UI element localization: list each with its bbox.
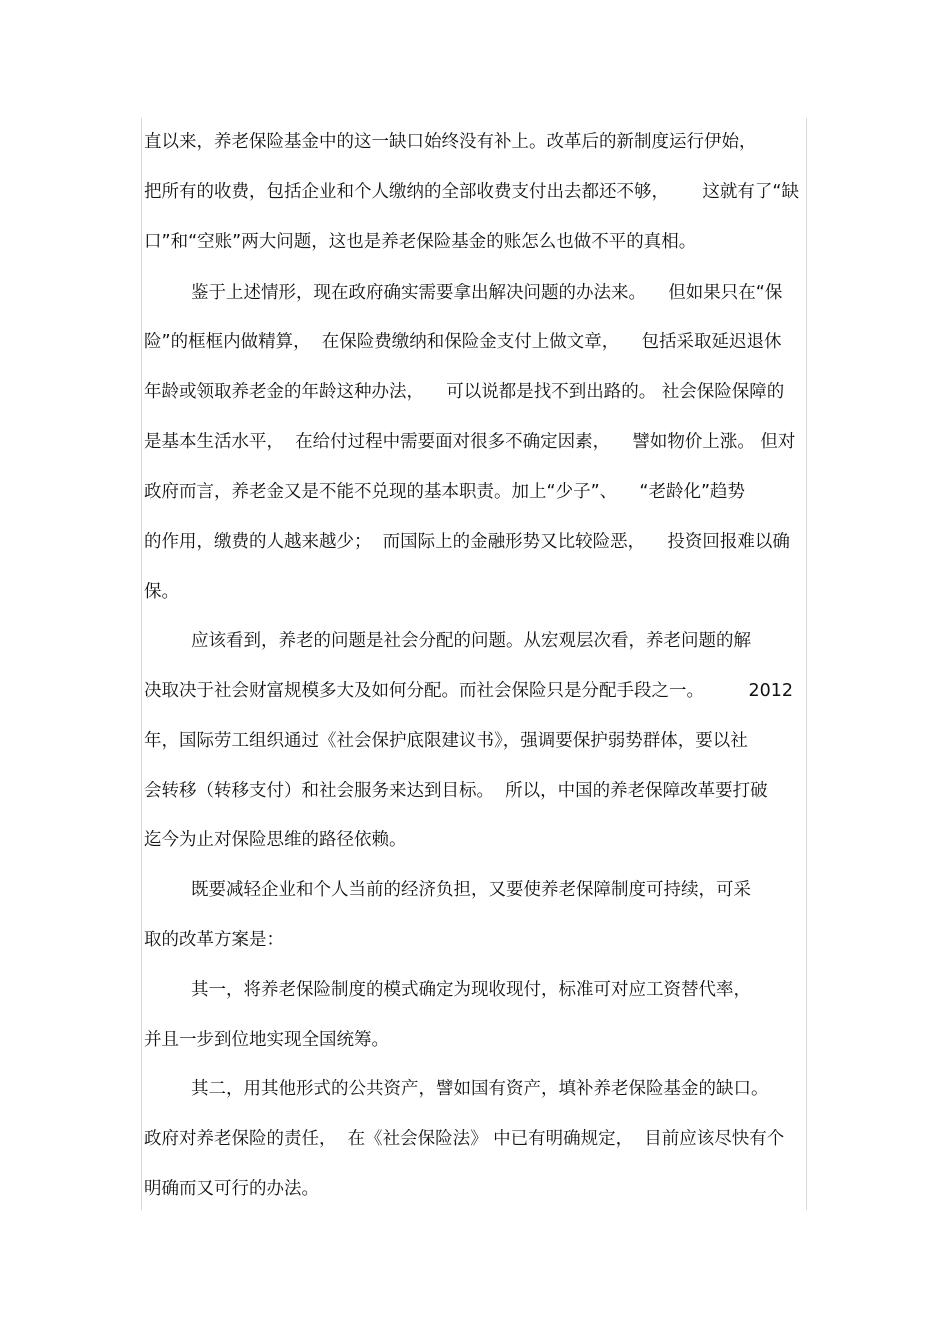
text-line: 取的改革方案是： xyxy=(144,930,284,950)
text-line: 政府对养老保险的责任， 在《社会保险法》 中已有明确规定， 目前应该尽快有个 xyxy=(144,1129,785,1149)
text-line: 会转移（转移支付）和社会服务来达到目标。 所以，中国的养老保障改革要打破 xyxy=(144,781,768,801)
text-line: 把所有的收费，包括企业和个人缴纳的全部收费支付出去都还不够， 这就有了“缺 xyxy=(144,182,799,202)
text-line: 迄今为止对保险思维的路径依赖。 xyxy=(144,830,407,850)
text-line: 政府而言，养老金又是不能不兑现的基本职责。加上“少子”、 “老龄化”趋势 xyxy=(144,482,746,502)
text-line: 口”和“空账”两大问题，这也是养老保险基金的账怎么也做不平的真相。 xyxy=(144,232,697,252)
paragraph-first-line: 应该看到，养老的问题是社会分配的问题。从宏观层次看，养老问题的解 xyxy=(191,631,751,651)
text-line: 保。 xyxy=(144,582,179,602)
page-left-rule xyxy=(141,118,142,1210)
paragraph-first-line: 其一，将养老保险制度的模式确定为现收现付，标准可对应工资替代率， xyxy=(191,980,751,1000)
page-right-rule xyxy=(806,118,807,1210)
text-line: 是基本生活水平， 在给付过程中需要面对很多不确定因素， 譬如物价上涨。 但对 xyxy=(144,432,796,452)
text-line: 年，国际劳工组织通过《社会保护底限建议书》，强调要保护弱势群体，要以社 xyxy=(144,731,748,751)
paragraph-first-line: 既要减轻企业和个人当前的经济负担，又要使养老保障制度可持续，可采 xyxy=(191,880,751,900)
text-line: 直以来，养老保险基金中的这一缺口始终没有补上。改革后的新制度运行伊始， xyxy=(144,132,757,152)
text-line: 决取决于社会财富规模多大及如何分配。而社会保险只是分配手段之一。 2012 xyxy=(144,681,794,701)
text-line: 险”的框框内做精算， 在保险费缴纳和保险金支付上做文章， 包括采取延迟退休 xyxy=(144,332,782,352)
paragraph-first-line: 其二，用其他形式的公共资产，譬如国有资产，填补养老保险基金的缺口。 xyxy=(191,1079,769,1099)
text-line: 年龄或领取养老金的年龄这种办法， 可以说都是找不到出路的。 社会保险保障的 xyxy=(144,382,785,402)
paragraph-first-line: 鉴于上述情形，现在政府确实需要拿出解决问题的办法来。 但如果只在“保 xyxy=(191,283,783,303)
text-line: 的作用，缴费的人越来越少； 而国际上的金融形势又比较险恶， 投资回报难以确 xyxy=(144,532,790,552)
text-line: 明确而又可行的办法。 xyxy=(144,1179,319,1199)
text-line: 并且一步到位地实现全国统筹。 xyxy=(144,1030,389,1050)
